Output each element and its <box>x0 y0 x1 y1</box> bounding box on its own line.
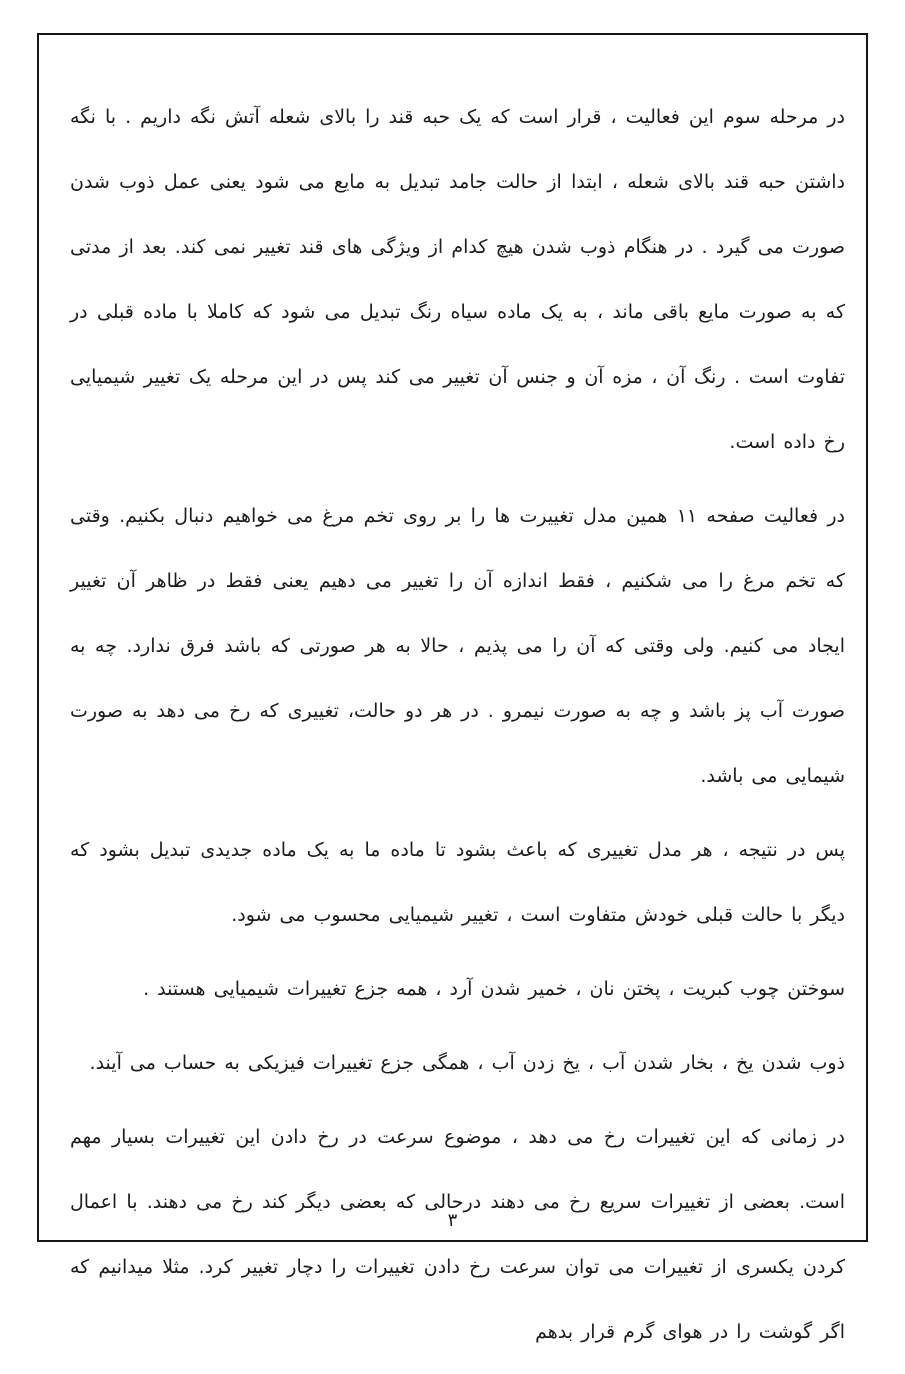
page-border-frame <box>37 33 868 1343</box>
paragraph: در زمانی که این تغییرات رخ می دهد ، موضوع سرعت در رخ دادن این تغییرات بسیار مهم است. بعضی از تغییرات سریع رخ می دهند درحالی که بعضی دیگر کند رخ می دهند. با اعمال کردن یکسری از تغییرات می توان سرعت رخ دادن تغییرات را دچار تغییر کرد. مثلا میدانیم که اگر گوشت را در هوای گرم قرار بدهم <box>70 1126 845 1343</box>
paragraph: در فعالیت صفحه ۱۱ همین مدل تغییرت ها را بر روی تخم مرغ می خواهیم دنبال بکنیم. وقتی که تخم مرغ را می شکنیم ، فقط اندازه آن را تغییر می دهیم یعنی فقط در ظاهر آن تغییر ایجاد می کنیم. ولی وقتی که آن را می پذیم ، حالا به هر صورتی که باشد فرق ندارد. چه به صورت آب پز باشد و چه به صورت نیمرو . در هر دو حالت، تغییری که رخ می دهد به صورت شیمایی می باشد. <box>70 505 845 787</box>
paragraph: پس در نتیجه ، هر مدل تغییری که باعث بشود تا ماده ما به یک ماده جدیدی تبدیل بشود که دیگر با حالت قبلی خودش متفاوت است ، تغییر شیمیایی محسوب می شود. <box>70 839 845 926</box>
paragraph: ذوب شدن یخ ، بخار شدن آب ، یخ زدن آب ، همگی جزع تغییرات فیزیکی به حساب می آیند. <box>89 1052 845 1074</box>
page-number: ۳ <box>447 1210 458 1231</box>
body-text <box>70 85 845 1374</box>
paragraph: سوختن چوب کبریت ، پختن نان ، خمیر شدن آرد ، همه جزع تغییرات شیمیایی هستند . <box>143 978 845 1000</box>
paragraph: در مرحله سوم این فعالیت ، قرار است که یک حبه قند را بالای شعله آتش نگه داریم . با نگه داشتن حبه قند بالای شعله ، ابتدا از حالت جامد تبدیل به مایع می شود یعنی عمل ذوب شدن صورت می گیرد . در هنگام ذوب شدن هیچ کدام از ویژگی های قند تغییر نمی کند. بعد از مدتی که به صورت مایع باقی ماند ، به یک ماده سیاه رنگ تبدیل می شود که کاملا با ماده قبلی در تفاوت است . رنگ آن ، مزه آن و جنس آن تغییر می کند پس در این مرحله یک تغییر شیمیایی رخ داده است. <box>70 106 845 453</box>
